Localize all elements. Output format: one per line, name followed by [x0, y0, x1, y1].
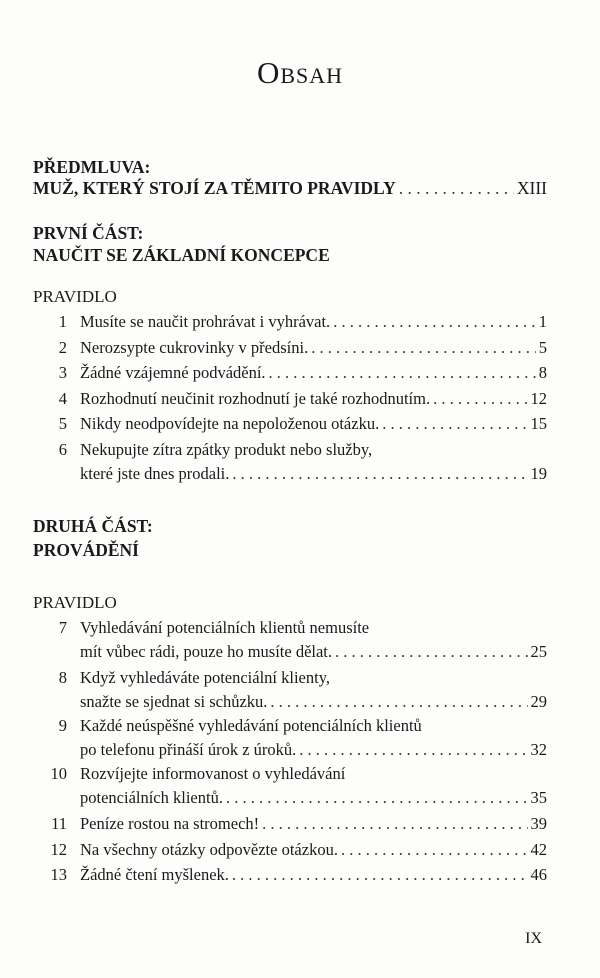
dot-leader [333, 310, 536, 334]
page-ref: 39 [530, 814, 547, 833]
dot-leader [433, 387, 527, 411]
toc-entry[interactable] [33, 714, 547, 762]
toc-entry[interactable] [33, 762, 547, 810]
page-number: IX [525, 930, 542, 947]
toc-entry[interactable] [33, 438, 547, 486]
rule-number: 9 [58, 716, 67, 735]
toc-entry[interactable] [33, 361, 547, 385]
part1-label: PRVNÍ ČÁST: [33, 223, 144, 243]
rule-title-cont: mít vůbec rádi, pouze ho musíte dělat. [80, 642, 333, 661]
rule-title-cont: po telefonu přináší úrok z úroků. [80, 740, 297, 759]
rule-title: Peníze rostou na stromech! [80, 814, 260, 833]
rule-number: 6 [58, 440, 67, 459]
rule-title: Nerozsypte cukrovinky v předsíni. [80, 338, 309, 357]
rule-title: Každé neúspěšné vyhledávání potenciálních klientů [80, 716, 422, 735]
dot-leader [311, 336, 536, 360]
rule-number: 12 [50, 840, 67, 859]
page-ref: 1 [538, 312, 547, 331]
toc-entry[interactable] [33, 412, 547, 436]
rule-title-cont: snažte se sjednat si schůzku. [80, 692, 268, 711]
preface-title: MUŽ, KTERÝ STOJÍ ZA TĚMITO PRAVIDLY [33, 178, 396, 198]
rule-number: 4 [58, 389, 67, 408]
dot-leader [232, 863, 528, 887]
rule-number: 3 [58, 363, 67, 382]
part1-rule-label: PRAVIDLO [33, 287, 117, 306]
rule-number: 1 [58, 312, 67, 331]
part2-rule-label: PRAVIDLO [33, 593, 117, 612]
page-ref: 29 [530, 692, 547, 711]
page-ref: 8 [538, 363, 547, 382]
page-ref: 19 [530, 464, 547, 483]
toc-entry[interactable] [33, 336, 547, 360]
page-ref: 5 [538, 338, 547, 357]
rule-number: 5 [58, 414, 67, 433]
rule-title: Nekupujte zítra zpátky produkt nebo služby, [80, 440, 373, 459]
toc-entry-preface[interactable] [33, 176, 547, 200]
page-ref: 12 [530, 389, 547, 408]
rule-title: Rozhodnutí neučinit rozhodnutí je také rozhodnutím. [80, 389, 431, 408]
toc-entry[interactable] [33, 812, 547, 836]
part1-title: NAUČIT SE ZÁKLADNÍ KONCEPCE [33, 245, 330, 265]
page-ref: 25 [530, 642, 547, 661]
toc-entry[interactable] [33, 616, 547, 664]
rule-title-cont: které jste dnes prodali. [80, 464, 230, 483]
toc-entry[interactable] [33, 863, 547, 887]
part2-title: PROVÁDĚNÍ [33, 540, 139, 560]
rule-title: Na všechny otázky odpovězte otázkou. [80, 840, 338, 859]
rule-title: Žádné vzájemné podvádění. [80, 363, 266, 382]
toc-entry[interactable] [33, 838, 547, 862]
rule-title: Musíte se naučit prohrávat i vyhrávat. [80, 312, 331, 331]
toc-entry[interactable] [33, 387, 547, 411]
dot-leader [270, 690, 527, 714]
rule-number: 13 [50, 865, 67, 884]
rule-title: Nikdy neodpovídejte na nepoloženou otázku. [80, 414, 380, 433]
rule-number: 11 [51, 814, 67, 833]
page-ref: 46 [530, 865, 547, 884]
rule-title: Žádné čtení myšlenek. [80, 865, 229, 884]
rule-title: Rozvíjejte informovanost o vyhledávání [80, 764, 346, 783]
rule-number: 8 [58, 668, 67, 687]
page-title: Obsah [256, 55, 344, 90]
rule-title: Vyhledávání potenciálních klientů nemusíte [80, 618, 370, 637]
dot-leader [399, 176, 514, 200]
rule-number: 10 [50, 764, 67, 783]
page-ref: XIII [516, 178, 547, 198]
page-ref: 42 [530, 840, 547, 859]
rule-title-cont: potenciálních klientů. [80, 788, 223, 807]
page-ref: 35 [530, 788, 547, 807]
rule-number: 2 [58, 338, 67, 357]
toc-entry[interactable] [33, 666, 547, 714]
page-ref: 32 [530, 740, 547, 759]
dot-leader [299, 738, 527, 762]
dot-leader [262, 812, 527, 836]
dot-leader [232, 462, 527, 486]
rule-number: 7 [58, 618, 67, 637]
dot-leader [341, 838, 528, 862]
rule-title: Když vyhledáváte potenciální klienty, [80, 668, 331, 687]
preface-label: PŘEDMLUVA: [33, 157, 151, 177]
dot-leader [382, 412, 527, 436]
dot-leader [269, 361, 536, 385]
page-ref: 15 [530, 414, 547, 433]
part2-label: DRUHÁ ČÁST: [33, 516, 153, 536]
toc-entry[interactable] [33, 310, 547, 334]
dot-leader [226, 786, 528, 810]
dot-leader [335, 640, 527, 664]
